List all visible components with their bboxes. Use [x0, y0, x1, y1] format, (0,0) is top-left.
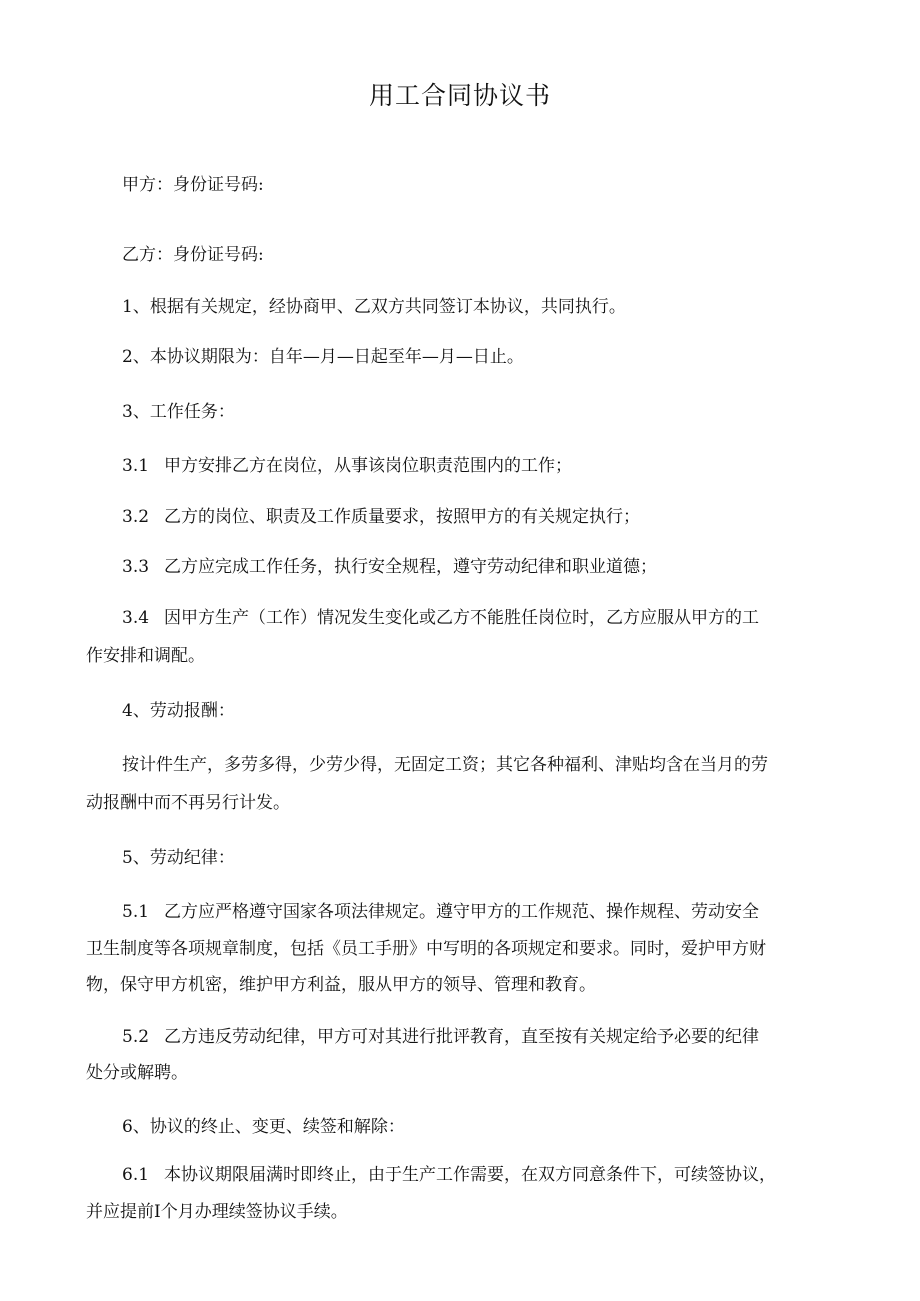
clause-text: 本协议期限届满时即终止，由于生产工作需要，在双方同意条件下，可续签协议， — [164, 1165, 776, 1185]
clause-1: 1、根据有关规定，经协商甲、乙双方共同签订本协议，共同执行。 — [122, 297, 626, 317]
clause-5-heading: 5、劳动纪律： — [122, 848, 235, 868]
clause-3-2 — [122, 502, 862, 527]
clause-5-1 — [122, 897, 862, 922]
clause-3-3 — [122, 552, 862, 577]
clause-6-1-continued: 并应提前I个月办理续签协议手续。 — [86, 1202, 348, 1222]
clause-5-2 — [122, 1022, 862, 1047]
clause-6-heading: 6、协议的终止、变更、续签和解除： — [122, 1117, 405, 1137]
clause-text: 乙方应完成工作任务，执行安全规程，遵守劳动纪律和职业道德； — [164, 557, 657, 577]
clause-3-1 — [122, 451, 862, 476]
clause-5-1-continued-2: 物，保守甲方机密，维护甲方利益，服从甲方的领导、管理和教育。 — [86, 975, 596, 995]
clause-3-4-continued: 作安排和调配。 — [86, 646, 205, 666]
clause-number: 3.3 — [122, 557, 150, 577]
clause-4-heading: 4、劳动报酬： — [122, 701, 235, 721]
party-a-line: 甲方：身份证号码: — [122, 175, 264, 195]
clause-text: 甲方安排乙方在岗位，从事该岗位职责范围内的工作； — [164, 456, 572, 476]
clause-text: 乙方应严格遵守国家各项法律规定。遵守甲方的工作规范、操作规程、劳动安全 — [164, 902, 759, 922]
clause-5-1-continued: 卫生制度等各项规章制度，包括《员工手册》中写明的各项规定和要求。同时，爱护甲方财 — [86, 939, 766, 959]
clause-number: 3.2 — [122, 507, 150, 527]
clause-4-text: 按计件生产，多劳多得，少劳少得，无固定工资；其它各种福利、津贴均含在当月的劳 — [122, 755, 768, 775]
clause-text: 因甲方生产（工作）情况发生变化或乙方不能胜任岗位时，乙方应服从甲方的工 — [164, 608, 759, 628]
clause-4-text-continued: 动报酬中而不再另行计发。 — [86, 793, 290, 813]
clause-5-2-continued: 处分或解聘。 — [86, 1063, 188, 1083]
clause-number: 5.2 — [122, 1027, 150, 1047]
clause-number: 3.4 — [122, 608, 150, 628]
clause-3-heading: 3、工作任务： — [122, 402, 235, 422]
clause-2: 2、本协议期限为：自年—月—日起至年—月—日止。 — [122, 347, 524, 367]
party-b-line: 乙方：身份证号码: — [122, 245, 264, 265]
clause-text: 乙方违反劳动纪律，甲方可对其进行批评教育，直至按有关规定给予必要的纪律 — [164, 1027, 759, 1047]
clause-6-1 — [122, 1160, 862, 1185]
clause-number: 3.1 — [122, 456, 150, 476]
clause-number: 5.1 — [122, 902, 150, 922]
clause-3-4 — [122, 603, 862, 628]
clause-number: 6.1 — [122, 1165, 150, 1185]
document-title: 用工合同协议书 — [368, 81, 551, 110]
clause-text: 乙方的岗位、职责及工作质量要求，按照甲方的有关规定执行； — [164, 507, 640, 527]
